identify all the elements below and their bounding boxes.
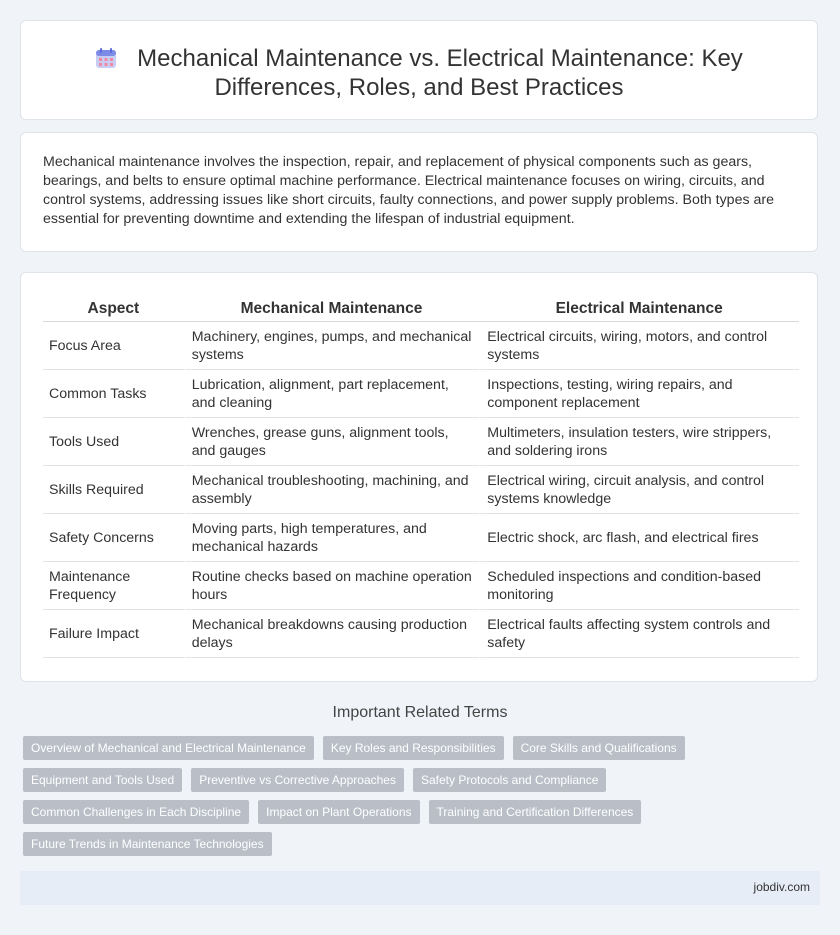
electrical-cell: Scheduled inspections and condition-based monitoring bbox=[479, 562, 799, 610]
electrical-cell: Electric shock, arc flash, and electrical fires bbox=[479, 514, 799, 562]
table-row bbox=[43, 610, 799, 658]
aspect-cell: Skills Required bbox=[43, 466, 184, 514]
mechanical-cell: Mechanical troubleshooting, machining, and assembly bbox=[184, 466, 480, 514]
title-line-2: Differences, Roles, and Best Practices bbox=[214, 74, 624, 101]
aspect-cell: Maintenance Frequency bbox=[43, 562, 184, 610]
aspect-cell: Failure Impact bbox=[43, 610, 184, 658]
table-header-row bbox=[43, 295, 799, 322]
related-term-tag[interactable]: Overview of Mechanical and Electrical Maintenance bbox=[23, 736, 314, 760]
table-row bbox=[43, 322, 799, 370]
mechanical-cell: Lubrication, alignment, part replacement, and cleaning bbox=[184, 370, 480, 418]
table-row bbox=[43, 514, 799, 562]
electrical-cell: Electrical wiring, circuit analysis, and control systems knowledge bbox=[479, 466, 799, 514]
related-term-tag[interactable]: Core Skills and Qualifications bbox=[513, 736, 685, 760]
table-row bbox=[43, 370, 799, 418]
electrical-cell: Inspections, testing, wiring repairs, and component replacement bbox=[479, 370, 799, 418]
related-term-tag[interactable]: Training and Certification Differences bbox=[429, 800, 642, 824]
table-row bbox=[43, 466, 799, 514]
table-row bbox=[43, 562, 799, 610]
calendar-icon bbox=[95, 47, 117, 69]
related-terms-list bbox=[23, 736, 723, 856]
title-line-1: Mechanical Maintenance vs. Electrical Maintenance: Key bbox=[137, 45, 743, 72]
intro-paragraph: Mechanical maintenance involves the inspection, repair, and replacement of physical components such as gears, bearings, and belts to ensure optimal machine performance. Electrical maintenance focuses on wiring, circuits, and control systems, addressing issues like short circuits, faulty connections, and power supply problems. Both types are essential for preventing downtime and extending the lifespan of industrial equipment. bbox=[43, 154, 774, 227]
intro-card bbox=[20, 132, 818, 252]
mechanical-cell: Machinery, engines, pumps, and mechanical systems bbox=[184, 322, 480, 370]
header-electrical: Electrical Maintenance bbox=[479, 295, 799, 322]
related-term-tag[interactable]: Key Roles and Responsibilities bbox=[323, 736, 504, 760]
aspect-cell: Safety Concerns bbox=[43, 514, 184, 562]
header-aspect: Aspect bbox=[43, 295, 184, 322]
footer-site-link[interactable]: jobdiv.com bbox=[753, 880, 810, 894]
mechanical-cell: Routine checks based on machine operation hours bbox=[184, 562, 480, 610]
header-card bbox=[20, 20, 818, 120]
related-term-tag[interactable]: Impact on Plant Operations bbox=[258, 800, 419, 824]
related-term-tag[interactable]: Future Trends in Maintenance Technologies bbox=[23, 832, 272, 856]
aspect-cell: Focus Area bbox=[43, 322, 184, 370]
page-title bbox=[21, 44, 817, 102]
aspect-cell: Common Tasks bbox=[43, 370, 184, 418]
mechanical-cell: Wrenches, grease guns, alignment tools, and gauges bbox=[184, 418, 480, 466]
related-terms-title: Important Related Terms bbox=[332, 704, 508, 721]
related-term-tag[interactable]: Common Challenges in Each Discipline bbox=[23, 800, 249, 824]
aspect-cell: Tools Used bbox=[43, 418, 184, 466]
electrical-cell: Multimeters, insulation testers, wire strippers, and soldering irons bbox=[479, 418, 799, 466]
related-term-tag[interactable]: Preventive vs Corrective Approaches bbox=[191, 768, 404, 792]
footer bbox=[20, 871, 820, 905]
related-term-tag[interactable]: Safety Protocols and Compliance bbox=[413, 768, 606, 792]
electrical-cell: Electrical faults affecting system controls and safety bbox=[479, 610, 799, 658]
electrical-cell: Electrical circuits, wiring, motors, and control systems bbox=[479, 322, 799, 370]
table-row bbox=[43, 418, 799, 466]
mechanical-cell: Mechanical breakdowns causing production delays bbox=[184, 610, 480, 658]
header-mechanical: Mechanical Maintenance bbox=[184, 295, 480, 322]
comparison-table bbox=[43, 295, 799, 658]
related-term-tag[interactable]: Equipment and Tools Used bbox=[23, 768, 182, 792]
mechanical-cell: Moving parts, high temperatures, and mechanical hazards bbox=[184, 514, 480, 562]
table-card bbox=[20, 272, 818, 682]
